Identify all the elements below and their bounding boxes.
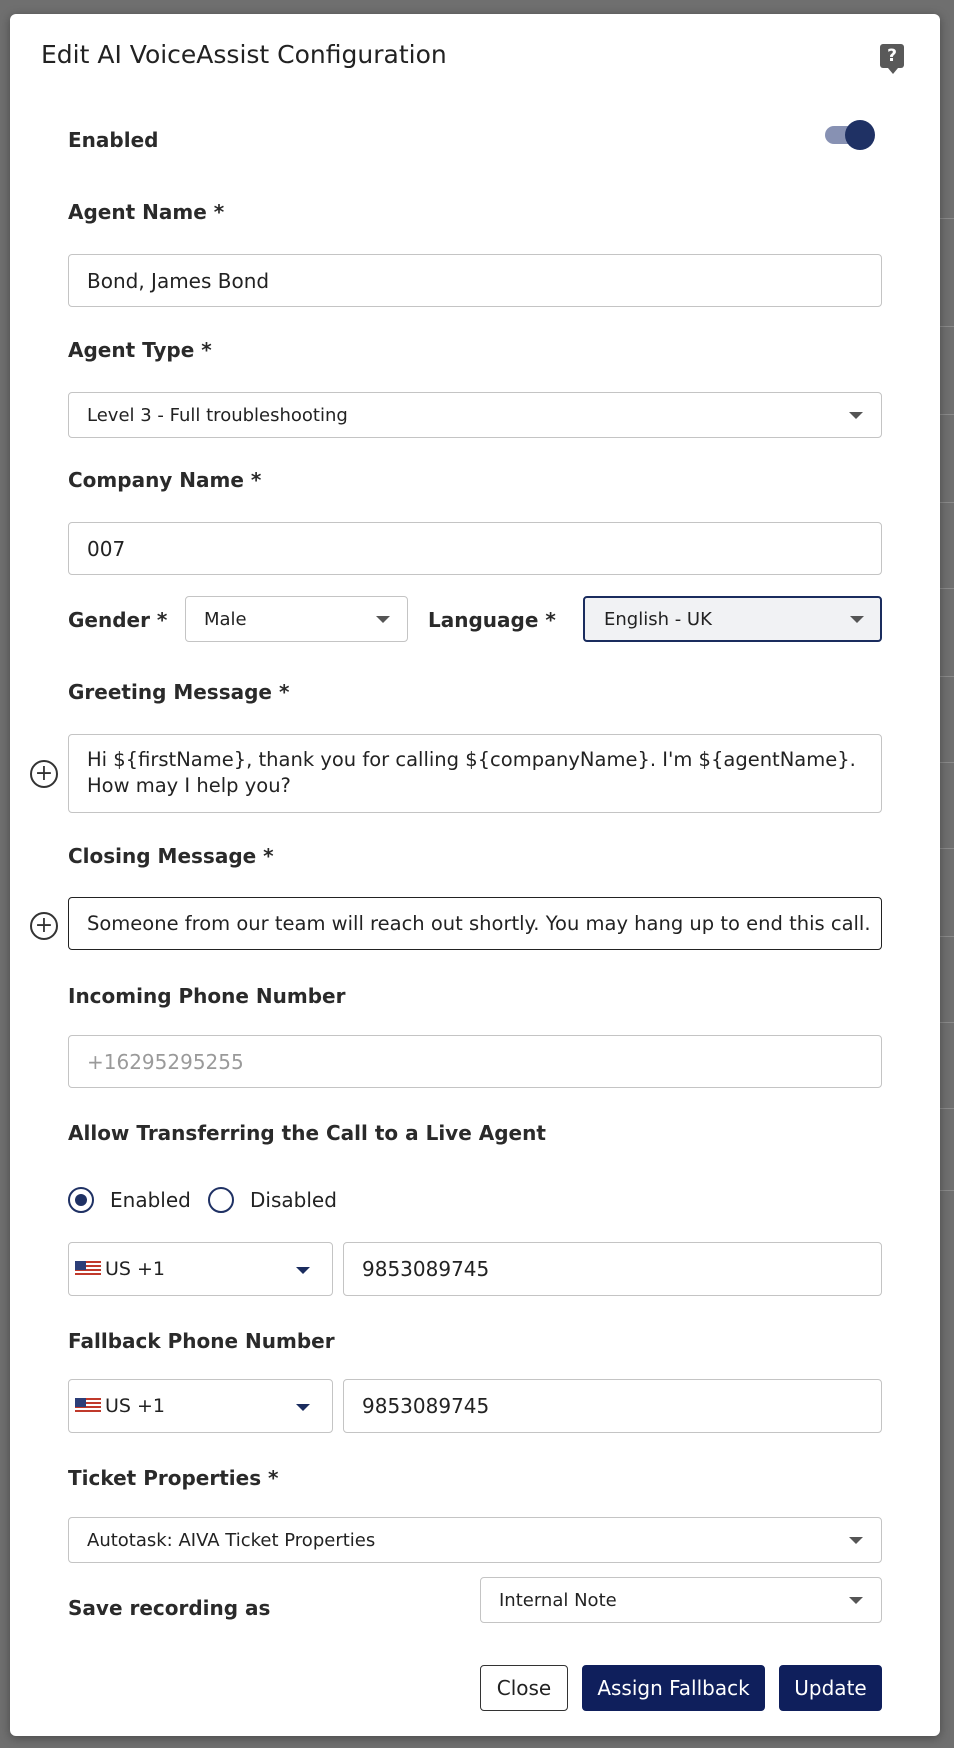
- gender-select[interactable]: [185, 596, 408, 642]
- closing-textarea[interactable]: Someone from our team will reach out shortly. You may hang up to end this call.: [68, 897, 882, 950]
- assign-fallback-button[interactable]: Assign Fallback: [582, 1665, 765, 1711]
- chevron-down-icon: [296, 1267, 310, 1274]
- fallback-country-select[interactable]: [68, 1379, 333, 1433]
- language-label: Language *: [428, 608, 556, 632]
- company-name-label: Company Name *: [68, 468, 262, 492]
- transfer-disabled-label[interactable]: Disabled: [250, 1188, 337, 1212]
- greeting-textarea[interactable]: Hi ${firstName}, thank you for calling ${companyName}. I'm ${agentName}. How may I help you?: [68, 734, 882, 813]
- language-select[interactable]: [583, 596, 882, 642]
- fallback-label: Fallback Phone Number: [68, 1329, 335, 1353]
- agent-type-label: Agent Type *: [68, 338, 212, 362]
- edit-config-modal: [10, 14, 940, 1736]
- save-recording-select[interactable]: [480, 1577, 882, 1623]
- close-button[interactable]: Close: [480, 1665, 568, 1711]
- fallback-phone-input[interactable]: 9853089745: [343, 1379, 882, 1433]
- chevron-down-icon: [376, 616, 390, 623]
- plus-circle-icon[interactable]: +: [30, 912, 58, 940]
- incoming-phone-input[interactable]: +16295295255: [68, 1035, 882, 1088]
- us-flag-icon: [75, 1261, 101, 1277]
- plus-circle-icon[interactable]: +: [30, 760, 58, 788]
- help-icon[interactable]: ?: [880, 44, 904, 68]
- update-button[interactable]: Update: [779, 1665, 882, 1711]
- transfer-label: Allow Transferring the Call to a Live Agent: [68, 1121, 546, 1145]
- enabled-toggle-knob[interactable]: [845, 120, 875, 150]
- fallback-country-code: US +1: [105, 1395, 166, 1417]
- closing-label: Closing Message *: [68, 844, 274, 868]
- ticket-properties-value: Autotask: AIVA Ticket Properties: [87, 1529, 376, 1551]
- ticket-properties-select[interactable]: [68, 1517, 882, 1563]
- chevron-down-icon: [849, 1537, 863, 1544]
- enabled-label: Enabled: [68, 128, 159, 152]
- chevron-down-icon: [850, 616, 864, 623]
- incoming-phone-label: Incoming Phone Number: [68, 984, 346, 1008]
- save-recording-label: Save recording as: [68, 1596, 271, 1620]
- gender-value: Male: [204, 608, 247, 630]
- chevron-down-icon: [296, 1404, 310, 1411]
- save-recording-value: Internal Note: [499, 1589, 617, 1611]
- ticket-properties-label: Ticket Properties *: [68, 1466, 279, 1490]
- transfer-disabled-radio[interactable]: [208, 1187, 234, 1213]
- agent-type-value: Level 3 - Full troubleshooting: [87, 404, 348, 426]
- us-flag-icon: [75, 1398, 101, 1414]
- transfer-country-select[interactable]: [68, 1242, 333, 1296]
- transfer-country-code: US +1: [105, 1258, 166, 1280]
- transfer-enabled-radio[interactable]: [68, 1187, 94, 1213]
- agent-name-input[interactable]: Bond, James Bond: [68, 254, 882, 307]
- transfer-enabled-label[interactable]: Enabled: [110, 1188, 191, 1212]
- transfer-phone-input[interactable]: 9853089745: [343, 1242, 882, 1296]
- agent-type-select[interactable]: [68, 392, 882, 438]
- chevron-down-icon: [849, 412, 863, 419]
- agent-name-label: Agent Name *: [68, 200, 225, 224]
- gender-label: Gender *: [68, 608, 168, 632]
- greeting-label: Greeting Message *: [68, 680, 290, 704]
- chevron-down-icon: [849, 1597, 863, 1604]
- modal-title: Edit AI VoiceAssist Configuration: [41, 40, 447, 69]
- company-name-input[interactable]: 007: [68, 522, 882, 575]
- language-value: English - UK: [604, 608, 712, 630]
